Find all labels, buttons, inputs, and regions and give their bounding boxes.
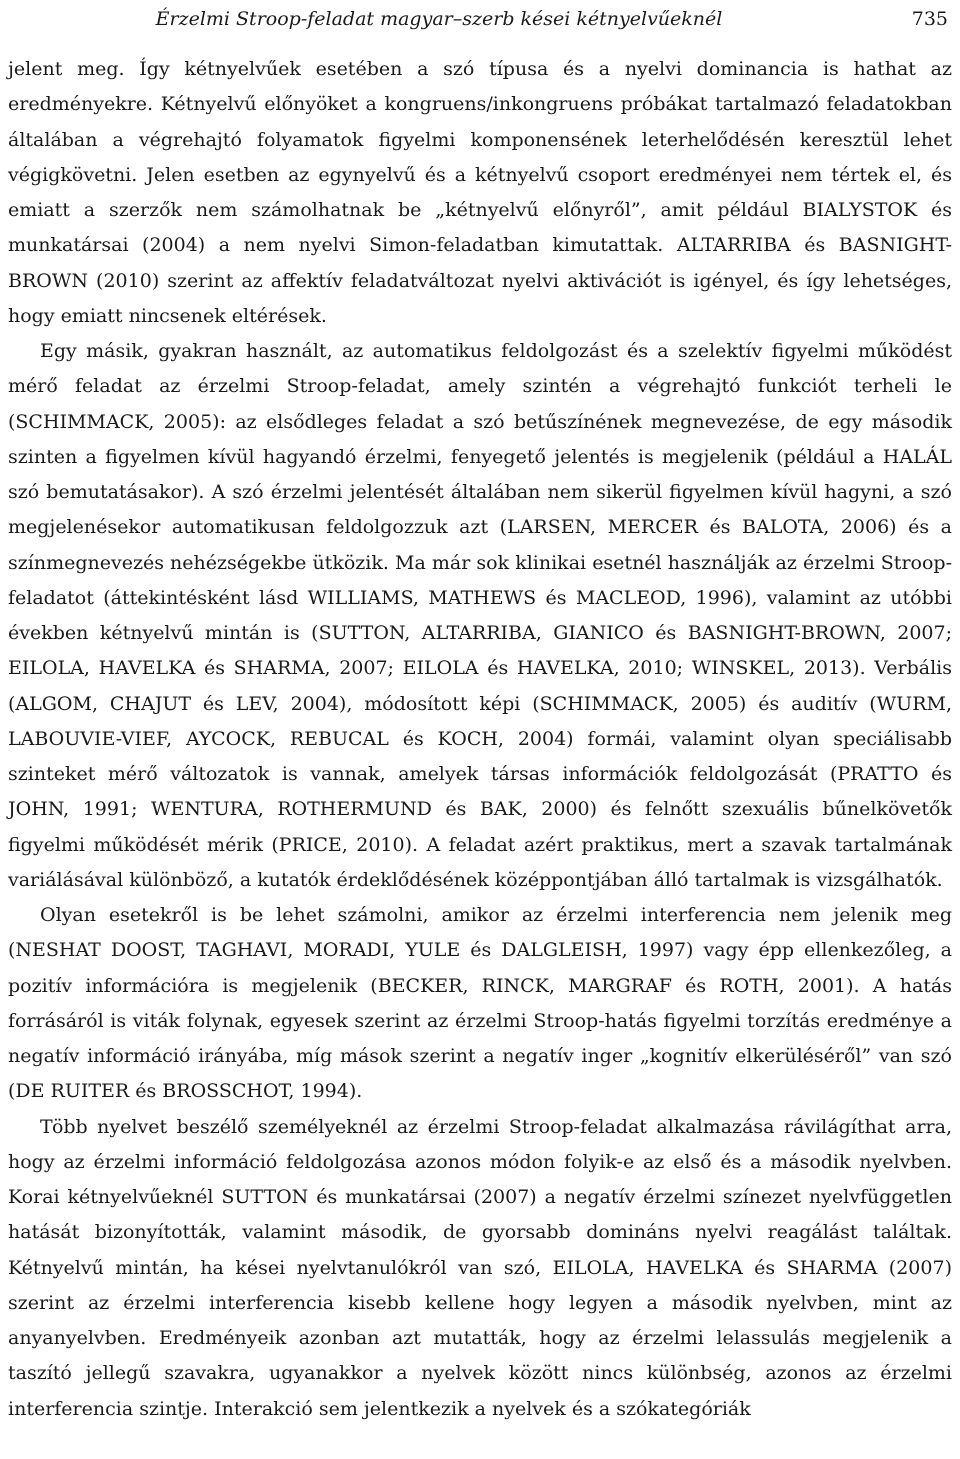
running-title: Érzelmi Stroop-feladat magyar–szerb kései kétnyelvűeknél	[155, 8, 723, 30]
body-text	[8, 52, 952, 1427]
paragraph-multilingual: Több nyelvet beszélő személyeknél az érzelmi Stroop-feladat alkalmazása rávilágíthat arra, hogy az érzelmi információ feldolgozása azonos módon folyik-e az első és a második nyelvben. Korai kétnyelvűeknél SUTTON és munkatársai (2007) a negatív érzelmi színezet nyelvfüggetlen hatását bizonyították, valamint második, de gyorsabb domináns nyelvi reagálást találtak. Kétnyelvű mintán, ha kései nyelvtanulókról van szó, EILOLA, HAVELKA és SHARMA (2007) szerint az érzelmi interferencia kisebb kellene hogy legyen a második nyelvben, mint az anyanyelvben. Eredményeik azonban azt mutatták, hogy az érzelmi lelassulás megjelenik a taszító jellegű szavakra, ugyanakkor a nyelvek között nincs különbség, azonos az érzelmi interferencia szintje. Interakció sem jelentkezik a nyelvek és a szókategóriák	[8, 1115, 952, 1420]
page-number: 735	[911, 8, 948, 30]
page-header	[8, 4, 952, 34]
paragraph-continued: jelent meg. Így kétnyelvűek esetében a szó típusa és a nyelvi dominancia is hathat az eredményekre. Kétnyelvű előnyöket a kongruens/inkongruens próbákat tartalmazó feladatokban általában a végrehajtó folyamatok figyelmi komponensének leterhelődésén keresztül lehet végigkövetni. Jelen esetben az egynyelvű és a kétnyelvű csoport eredményei nem tértek el, és emiatt a szerzők nem számolhatnak be „kétnyelvű előnyről”, amit például BIALYSTOK és munkatársai (2004) a nem nyelvi Simon-feladatban kimutattak. ALTARRIBA és BASNIGHT-BROWN (2010) szerint az affektív feladatváltozat nyelvi aktivációt is igényel, és így lehetséges, hogy emiatt nincsenek eltérések.	[8, 58, 952, 327]
paragraph-emotional-stroop: Egy másik, gyakran használt, az automatikus feldolgozást és a szelektív figyelmi működést mérő feladat az érzelmi Stroop-feladat, amely szintén a végrehajtó funkciót terheli le (SCHIMMACK, 2005): az elsődleges feladat a szó betűszínének megnevezése, de egy második szinten a figyelmen kívül hagyandó érzelmi, fenyegető jelentés is megjelenik (például a HALÁL szó bemutatásakor). A szó érzelmi jelentését általában nem sikerül figyelmen kívül hagyni, a szó megjelenésekor automatikusan feldolgozzuk azt (LARSEN, MERCER és BALOTA, 2006) és a színmegnevezés nehézségekbe ütközik. Ma már sok klinikai esetnél használják az érzelmi Stroop-feladatot (áttekintésként lásd WILLIAMS, MATHEWS és MACLEOD, 1996), valamint az utóbbi években kétnyelvű mintán is (SUTTON, ALTARRIBA, GIANICO és BASNIGHT-BROWN, 2007; EILOLA, HAVELKA és SHARMA, 2007; EILOLA és HAVELKA, 2010; WINSKEL, 2013). Verbális (ALGOM, CHAJUT és LEV, 2004), módosított képi (SCHIMMACK, 2005) és auditív (WURM, LABOUVIE-VIEF, AYCOCK, REBUCAL és KOCH, 2004) formái, valamint olyan speciálisabb szinteket mérő változatok is vannak, amelyek társas információk feldolgozását (PRATTO és JOHN, 1991; WENTURA, ROTHERMUND és BAK, 2000) és felnőtt szexuális bűnelkövetők figyelmi működését mérik (PRICE, 2010). A feladat azért praktikus, mert a szavak tartalmának variálásával különböző, a kutatók érdeklődésének középpontjában álló tartalmak is vizsgálhatók.	[8, 340, 952, 891]
paragraph-interference: Olyan esetekről is be lehet számolni, amikor az érzelmi interferencia nem jelenik meg (NESHAT DOOST, TAGHAVI, MORADI, YULE és DALGLEISH, 1997) vagy épp ellenkezőleg, a pozitív információra is megjelenik (BECKER, RINCK, MARGRAF és ROTH, 2001). A hatás forrásáról is viták folynak, egyesek szerint az érzelmi Stroop-hatás figyelmi torzítás eredménye a negatív információ irányába, míg mások szerint a negatív inger „kognitív elkerüléséről” van szó (DE RUITER és BROSSCHOT, 1994).	[8, 904, 952, 1103]
